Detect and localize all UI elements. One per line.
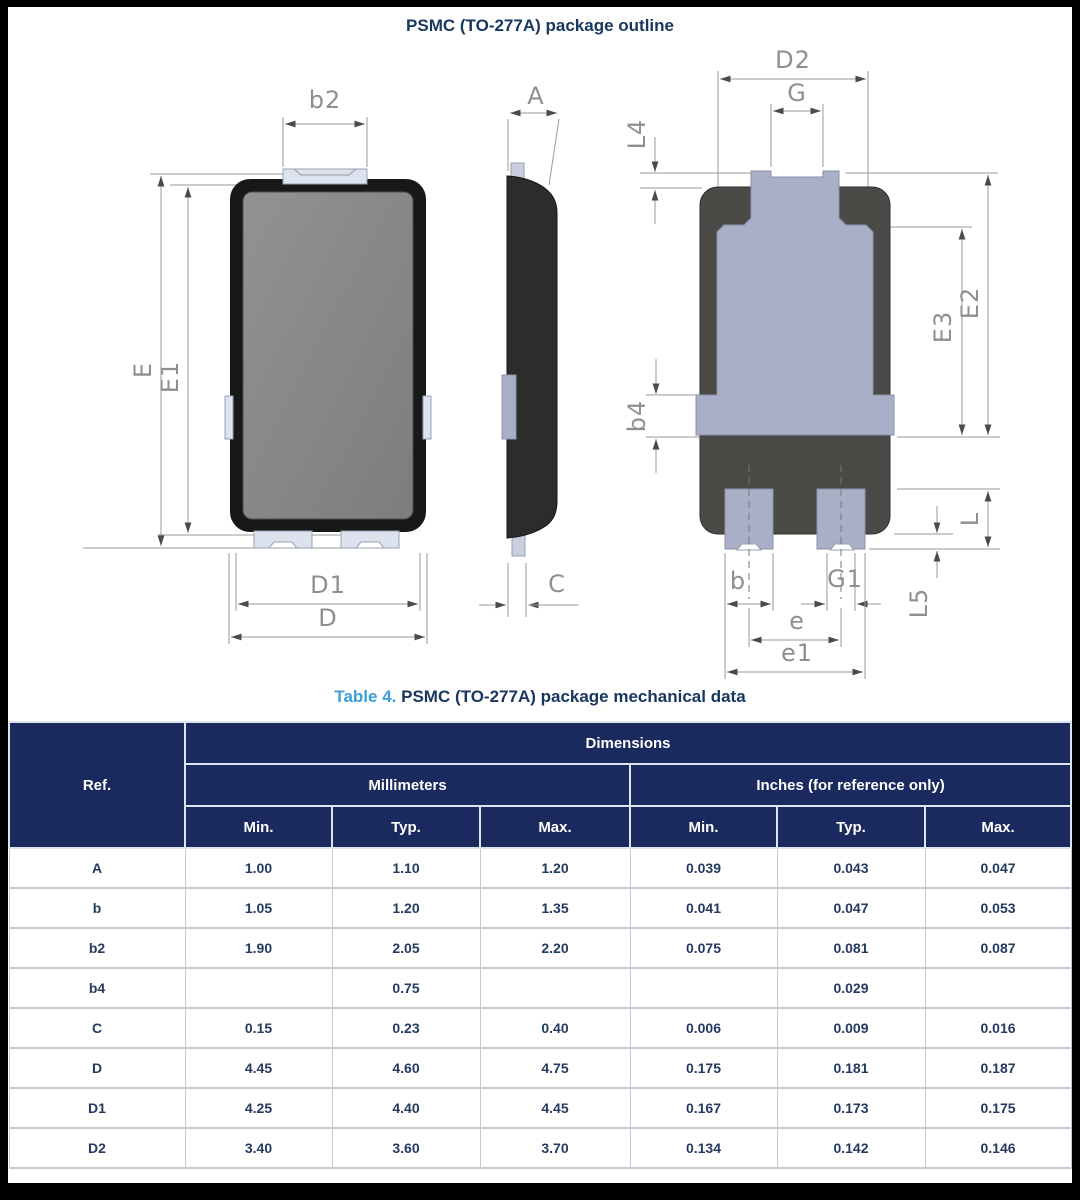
value-cell: 0.047	[925, 848, 1071, 888]
value-cell: 2.05	[332, 928, 480, 968]
front-view	[83, 86, 431, 644]
header-mm-typ: Typ.	[332, 806, 480, 848]
ref-cell: A	[9, 848, 185, 888]
ref-cell: b	[9, 888, 185, 928]
dim-label-b2: b2	[308, 86, 342, 114]
dim-label-D: D	[318, 604, 338, 632]
value-cell: 0.15	[185, 1008, 332, 1048]
table-caption-number: Table 4.	[334, 687, 397, 706]
ref-cell: D2	[9, 1128, 185, 1168]
table-row	[9, 968, 1071, 1008]
header-millimeters: Millimeters	[185, 764, 630, 806]
value-cell: 3.60	[332, 1128, 480, 1168]
side-view	[479, 82, 579, 617]
value-cell: 1.20	[332, 888, 480, 928]
mechanical-data-table	[8, 721, 1072, 1169]
table-row	[9, 928, 1071, 968]
ref-cell: b4	[9, 968, 185, 1008]
value-cell: 1.20	[480, 848, 630, 888]
value-cell	[630, 968, 777, 1008]
front-side-tab-left	[225, 396, 233, 439]
bottom-view	[623, 46, 1000, 679]
header-inches: Inches (for reference only)	[630, 764, 1071, 806]
value-cell: 4.25	[185, 1088, 332, 1128]
dim-label-b4: b4	[623, 399, 651, 433]
header-in-typ: Typ.	[777, 806, 925, 848]
value-cell: 1.90	[185, 928, 332, 968]
dim-label-e1: e1	[780, 639, 814, 667]
value-cell: 0.181	[777, 1048, 925, 1088]
dim-label-G: G	[787, 79, 807, 107]
table-row	[9, 848, 1071, 888]
dim-label-E3: E3	[929, 310, 957, 344]
value-cell: 0.029	[777, 968, 925, 1008]
front-side-tab-right	[423, 396, 431, 439]
value-cell: 0.087	[925, 928, 1071, 968]
value-cell: 0.173	[777, 1088, 925, 1128]
side-body	[507, 176, 557, 538]
dim-label-e: e	[789, 607, 805, 635]
header-ref: Ref.	[9, 722, 185, 848]
dim-label-D1: D1	[310, 571, 346, 599]
value-cell: 0.039	[630, 848, 777, 888]
value-cell: 0.175	[925, 1088, 1071, 1128]
value-cell: 4.45	[480, 1088, 630, 1128]
value-cell: 0.075	[630, 928, 777, 968]
value-cell: 0.75	[332, 968, 480, 1008]
dim-label-E1: E1	[156, 360, 184, 394]
ref-cell: b2	[9, 928, 185, 968]
dim-label-G1: G1	[827, 565, 863, 593]
value-cell: 2.20	[480, 928, 630, 968]
table-row	[9, 1128, 1071, 1168]
ref-cell: C	[9, 1008, 185, 1048]
value-cell: 0.23	[332, 1008, 480, 1048]
dim-label-L5: L5	[905, 587, 933, 619]
value-cell: 4.60	[332, 1048, 480, 1088]
package-outline-drawing	[8, 45, 1072, 687]
value-cell	[480, 968, 630, 1008]
value-cell: 1.00	[185, 848, 332, 888]
page-title: PSMC (TO-277A) package outline	[406, 16, 674, 35]
value-cell: 0.053	[925, 888, 1071, 928]
value-cell: 0.134	[630, 1128, 777, 1168]
value-cell: 0.016	[925, 1008, 1071, 1048]
table-row	[9, 1008, 1071, 1048]
header-in-max: Max.	[925, 806, 1071, 848]
dim-label-b: b	[729, 567, 747, 595]
table-body	[9, 848, 1071, 1168]
value-cell: 0.081	[777, 928, 925, 968]
value-cell: 3.70	[480, 1128, 630, 1168]
value-cell: 1.35	[480, 888, 630, 928]
value-cell	[925, 968, 1071, 1008]
value-cell: 0.187	[925, 1048, 1071, 1088]
value-cell: 0.009	[777, 1008, 925, 1048]
value-cell: 0.142	[777, 1128, 925, 1168]
dim-label-L4: L4	[623, 118, 651, 150]
table-header	[9, 722, 1071, 848]
value-cell: 1.05	[185, 888, 332, 928]
dim-label-A: A	[527, 82, 545, 110]
value-cell: 0.167	[630, 1088, 777, 1128]
value-cell	[185, 968, 332, 1008]
value-cell: 0.146	[925, 1128, 1071, 1168]
side-middle-tab	[502, 375, 516, 439]
value-cell: 0.40	[480, 1008, 630, 1048]
dim-label-E2: E2	[956, 286, 984, 320]
table-row	[9, 1048, 1071, 1088]
header-in-min: Min.	[630, 806, 777, 848]
value-cell: 4.75	[480, 1048, 630, 1088]
ref-cell: D1	[9, 1088, 185, 1128]
table-row	[9, 888, 1071, 928]
table-caption-text: PSMC (TO-277A) package mechanical data	[396, 687, 746, 706]
value-cell: 4.45	[185, 1048, 332, 1088]
value-cell: 0.006	[630, 1008, 777, 1048]
header-dimensions: Dimensions	[185, 722, 1071, 764]
dim-label-E: E	[129, 361, 157, 379]
value-cell: 0.043	[777, 848, 925, 888]
front-top-tab	[283, 169, 367, 184]
ref-cell: D	[9, 1048, 185, 1088]
value-cell: 3.40	[185, 1128, 332, 1168]
dim-label-C: C	[548, 570, 566, 598]
table-row	[9, 1088, 1071, 1128]
datasheet-page	[8, 7, 1072, 1183]
value-cell: 0.175	[630, 1048, 777, 1088]
value-cell: 4.40	[332, 1088, 480, 1128]
side-bottom-tab	[512, 535, 525, 556]
value-cell: 0.047	[777, 888, 925, 928]
value-cell: 0.041	[630, 888, 777, 928]
dim-label-L: L	[956, 511, 984, 527]
table-caption	[8, 687, 1072, 717]
value-cell: 1.10	[332, 848, 480, 888]
header-mm-min: Min.	[185, 806, 332, 848]
header-mm-max: Max.	[480, 806, 630, 848]
dim-label-D2: D2	[775, 46, 811, 74]
